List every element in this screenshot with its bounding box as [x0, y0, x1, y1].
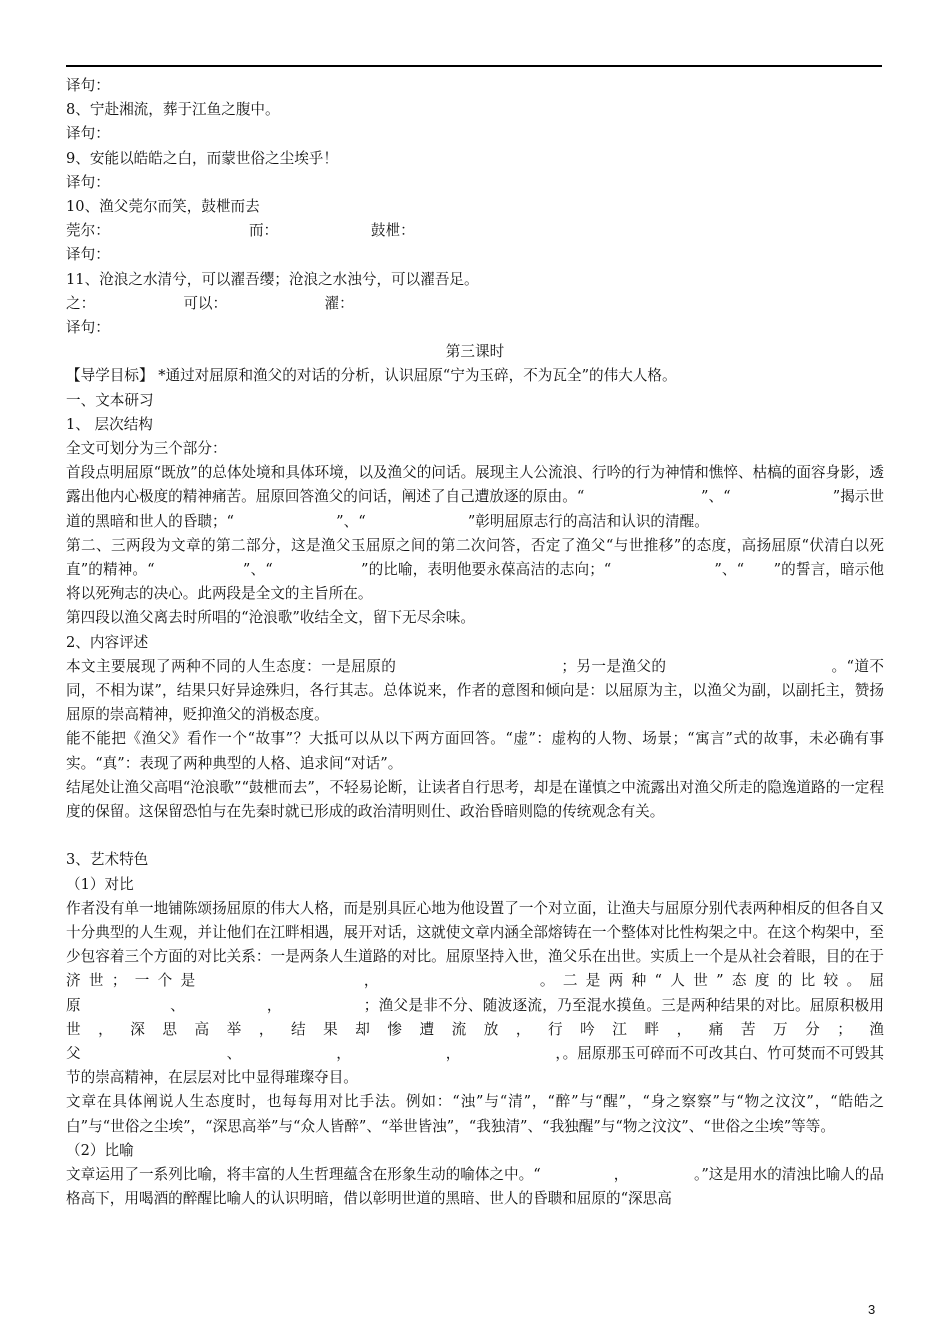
text-line: 全文可划分为三个部分： — [66, 440, 227, 458]
heading: 3、艺术特色 — [66, 851, 149, 869]
paragraph: 本文主要展现了两种不同的人生态度：一是屈原的 ；另一是渔父的 。“道不同，不相为谋”，结果只好异途殊归，各行其志。总体说来，作者的意图和倾向是：以屈原为主，以渔父为副，以副托主，赞扬屈原的崇高精神，贬抑渔父的消极态度。 — [66, 657, 884, 724]
paragraph: 文章运用了一系列比喻，将丰富的人生哲理蕴含在形象生动的喻体之中。“ ， 。”这是用水的清浊比喻人的品格高下，用喝酒的醉醒比喻人的认识明暗，借以彰明世道的黑暗、世人的昏聩和屈原的“深思高 — [66, 1165, 884, 1208]
paragraph: 作者没有单一地铺陈颂扬屈原的伟大人格，而是别具匠心地为他设置了一个对立面，让渔夫与屈原分别代表两种相反的但各自又十分典型的人生观，并让他们在江畔相遇，展开对话，这就使文章内涵全部熔铸在一个整体对比性构架之中。在这个构架中，至少包容着三个方面的对比关系：一是两条人生道路的对比。屈原坚持入世，渔父乐在出世。实质上一个是从社会着眼，目的在于济世；一个是 ， 。二是两种“人世”态度的比较。屈原 、 ， ；渔父是非不分、随波逐流，乃至混水摸鱼。三是两种结果的对比。屈原积极用世，深思高举，结果却惨遭流放，行吟江畔，痛苦万分；渔父 、 ， ， ，。屈原那玉可碎而不可改其白、竹可焚而不可毁其节的崇高精神，在层层对比中显得璀璨夺目。 — [66, 899, 884, 1087]
text-line: 之： 可以： 濯： — [66, 294, 354, 312]
text-line: 9、安能以皓皓之白，而蒙世俗之尘埃乎！ — [66, 149, 338, 167]
text-line: 8、宁赴湘流，葬于江鱼之腹中。 — [66, 101, 280, 119]
section-title: 第三课时 — [445, 343, 505, 361]
text-line: 译句： — [66, 77, 110, 94]
paragraph: 能不能把《渔父》看作一个“故事”？大抵可以从以下两方面回答。“虚”：虚构的人物、场景；“寓言”式的故事，未必确有事实。“真”：表现了两种典型的人格、追求间“对话”。 — [66, 730, 884, 772]
text-line: 11、沧浪之水清兮，可以濯吾缨；沧浪之水浊兮，可以濯吾足。 — [66, 270, 479, 288]
text-line: 1、 层次结构 — [66, 415, 153, 433]
document-body — [66, 74, 884, 1211]
paragraph: 第四段以渔父离去时所唱的“沧浪歌”收结全文，留下无尽余味。 — [66, 609, 475, 627]
paragraph: 首段点明屈原“既放”的总体处境和具体环境，以及渔父的问话。展现主人公流浪、行吟的行为神情和憔悴、枯槁的面容身影，透露出他内心极度的精神痛苦。屈原回答渔父的问话，阐述了自己遭放逐的原由。“ ”、“ ”揭示世道的黑暗和世人的昏聩；“ ”、“ ”彰明屈原志行的高洁和认识的清醒。 — [66, 464, 884, 530]
paragraph: 第二、三两段为文章的第二部分，这是渔父玉屈原之间的第二次问答，否定了渔父“与世推移”的态度，高扬屈原“伏清白以死直”的精神。“ ”、“ ”的比喻，表明他要永葆高洁的志向；“ ”、“ ”的誓言，暗示他将以死殉志的决心。此两段是全文的主旨所在。 — [66, 536, 884, 603]
text-line: 译句： — [66, 246, 110, 264]
page-number: 3 — [868, 1302, 876, 1317]
text-line: 译句： — [66, 319, 110, 337]
text-line: 【导学目标】 *通过对屈原和渔父的对话的分析，认识屈原“宁为玉碎，不为瓦全”的伟大人格。 — [66, 367, 677, 385]
text-line: 译句： — [66, 125, 110, 143]
paragraph: 文章在具体阐说人生态度时，也每每用对比手法。例如：“浊”与“清”，“醉”与“醒”，“身之察察”与“物之汶汶”，“皓皓之白”与“世俗之尘埃”，“深思高举”与“众人皆醉”、“举世皆浊”，“我独清”、“我独醒”与“物之汶汶”、“世俗之尘埃”等等。 — [66, 1093, 884, 1135]
text-line: 一、文本研习 — [66, 391, 154, 409]
text-line: 10、渔父莞尔而笑，鼓枻而去 — [66, 198, 260, 216]
text-line: 莞尔： 而： 鼓枻： — [66, 222, 415, 240]
header-rule — [66, 65, 882, 67]
subheading: （1）对比 — [66, 875, 134, 893]
heading: 2、内容评述 — [66, 633, 149, 651]
text-line: 译句： — [66, 173, 110, 191]
subheading: （2）比喻 — [66, 1141, 134, 1159]
paragraph: 结尾处让渔父高唱“沧浪歌”“鼓枻而去”，不轻易论断，让读者自行思考，却是在谨慎之中流露出对渔父所走的隐逸道路的一定程度的保留。这保留恐怕与在先秦时就已形成的政治清明则仕、政治昏暗则隐的传统观念有关。 — [66, 778, 884, 821]
